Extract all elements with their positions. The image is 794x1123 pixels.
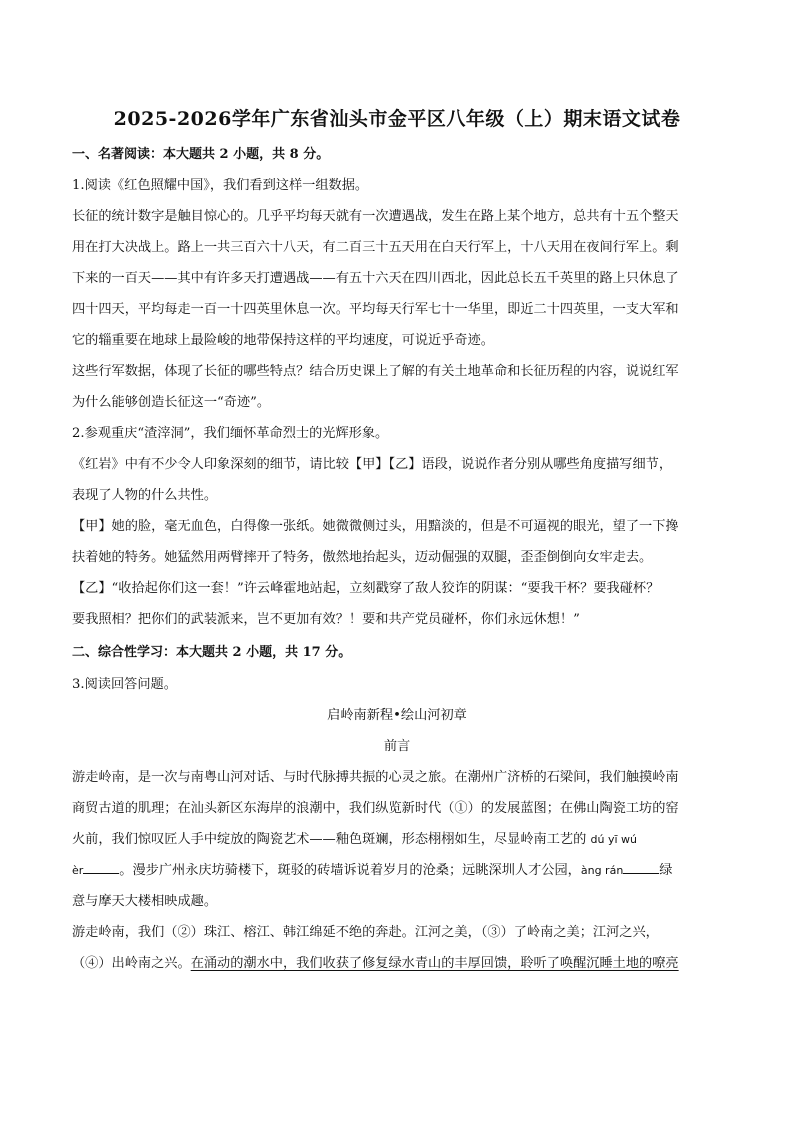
underlined-sentence: 在涌动的潮水中，我们收获了修复绿水青山的丰厚回馈，聆听了唤醒沉睡土地的嘹亮: [190, 956, 679, 971]
section-2-heading: 二、综合性学习：本大题共 2 小题，共 17 分。: [72, 645, 352, 660]
q2-excerpt-jia: 【甲】她的脸，毫无血色，白得像一张纸。她微微侧过头，用黯淡的，但是不可逼视的眼光，望了一下搀: [72, 519, 679, 534]
q3-passage-text: 火前，我们惊叹匠人手中绽放的陶瓷艺术——釉色斑斓，形态栩栩如生，尽显岭南工艺的: [72, 832, 587, 847]
q3-passage-line: [72, 954, 722, 974]
section-1-heading: 一、名著阅读：本大题共 2 小题，共 8 分。: [72, 147, 330, 162]
q2-question-line: 《红岩》中有不少令人印象深刻的细节，请比较【甲】【乙】语段，说说作者分别从哪些角度描写细节，: [72, 457, 673, 472]
fill-blank[interactable]: [83, 861, 119, 874]
q2-question-line: 表现了人物的什么共性。: [72, 488, 218, 503]
q3-passage-line: 商贸古道的肌理；在汕头新区东海岸的浪潮中，我们纵览新时代（①）的发展蓝图；在佛山陶瓷工坊的窑: [72, 801, 679, 816]
pinyin-hint: àng rán: [580, 864, 624, 877]
q1-passage-line: 四十四天，平均每走一百一十四英里休息一次。平均每天行军七十一华里，即近二十四英里，一支大军和: [72, 302, 679, 317]
q1-passage-line: 下来的一百天——其中有许多天打遭遇战——有五十六天在四川西北，因此总长五千英里的路上只休息了: [72, 271, 679, 286]
q2-excerpt-yi: 要我照相？把你们的武装派来，岂不更加有效？！要和共产党员碰杯，你们永远休想！”: [72, 612, 580, 627]
q3-passage-text: 绿: [659, 863, 673, 878]
pinyin-hint: èr: [72, 864, 84, 877]
q3-passage-line: 意与摩天大楼相映成趣。: [72, 894, 218, 909]
q3-prompt: 3.阅读回答问题。: [72, 677, 177, 692]
q2-excerpt-jia: 扶着她的特务。她猛然用两臂摔开了特务，傲然地抬起头，迈动倔强的双腿，歪歪倒倒向女牢走去。: [72, 550, 653, 565]
q1-prompt: 1.阅读《红色照耀中国》，我们看到这样一组数据。: [72, 178, 369, 193]
q3-passage-line: [72, 861, 722, 881]
q1-passage-line: 用在打大决战上。路上一共三百六十八天，有二百三十五天用在白天行军上，十八天用在夜间行军上。剩: [72, 240, 679, 255]
q1-passage-line: 它的辎重要在地球上最险峻的地带保持这样的平均速度，可说近乎奇迹。: [72, 333, 494, 348]
q3-article-subheading: 前言: [383, 739, 411, 754]
q3-passage-text: （④）出岭南之兴。: [72, 956, 191, 971]
q1-question-line: 这些行军数据，体现了长征的哪些特点？结合历史课上了解的有关土地革命和长征历程的内容，说说红军: [72, 364, 679, 379]
q1-question-line: 为什么能够创造长征这一“奇迹”。: [72, 395, 271, 410]
q3-passage-line: 游走岭南，是一次与南粤山河对话、与时代脉搏共振的心灵之旅。在潮州广济桥的石梁间，我们触摸岭南: [72, 770, 679, 785]
q3-article-heading: 启岭南新程•绘山河初章: [327, 708, 467, 723]
q1-passage-line: 长征的统计数字是触目惊心的。几乎平均每天就有一次遭遇战，发生在路上某个地方，总共有十五个整天: [72, 209, 679, 224]
q2-prompt: 2.参观重庆“渣滓洞”，我们缅怀革命烈士的光辉形象。: [72, 426, 389, 441]
q3-passage-line: 游走岭南，我们（②）珠江、榕江、韩江绵延不绝的奔赴。江河之美，（③）了岭南之美；江河之兴，: [72, 925, 659, 940]
q2-excerpt-yi: 【乙】“收拾起你们这一套！”许云峰霍地站起，立刻戳穿了敌人狡诈的阴谋：“要我干杯？要我碰杯？: [72, 581, 660, 596]
fill-blank[interactable]: [623, 861, 659, 874]
q3-passage-text: 。漫步广州永庆坊骑楼下，斑驳的砖墙诉说着岁月的沧桑；远眺深圳人才公园，: [119, 863, 581, 878]
exam-title: 2025-2026学年广东省汕头市金平区八年级（上）期末语文试卷: [113, 108, 681, 130]
pinyin-hint: dú yī wú: [590, 833, 637, 846]
q3-passage-line: [72, 830, 722, 850]
